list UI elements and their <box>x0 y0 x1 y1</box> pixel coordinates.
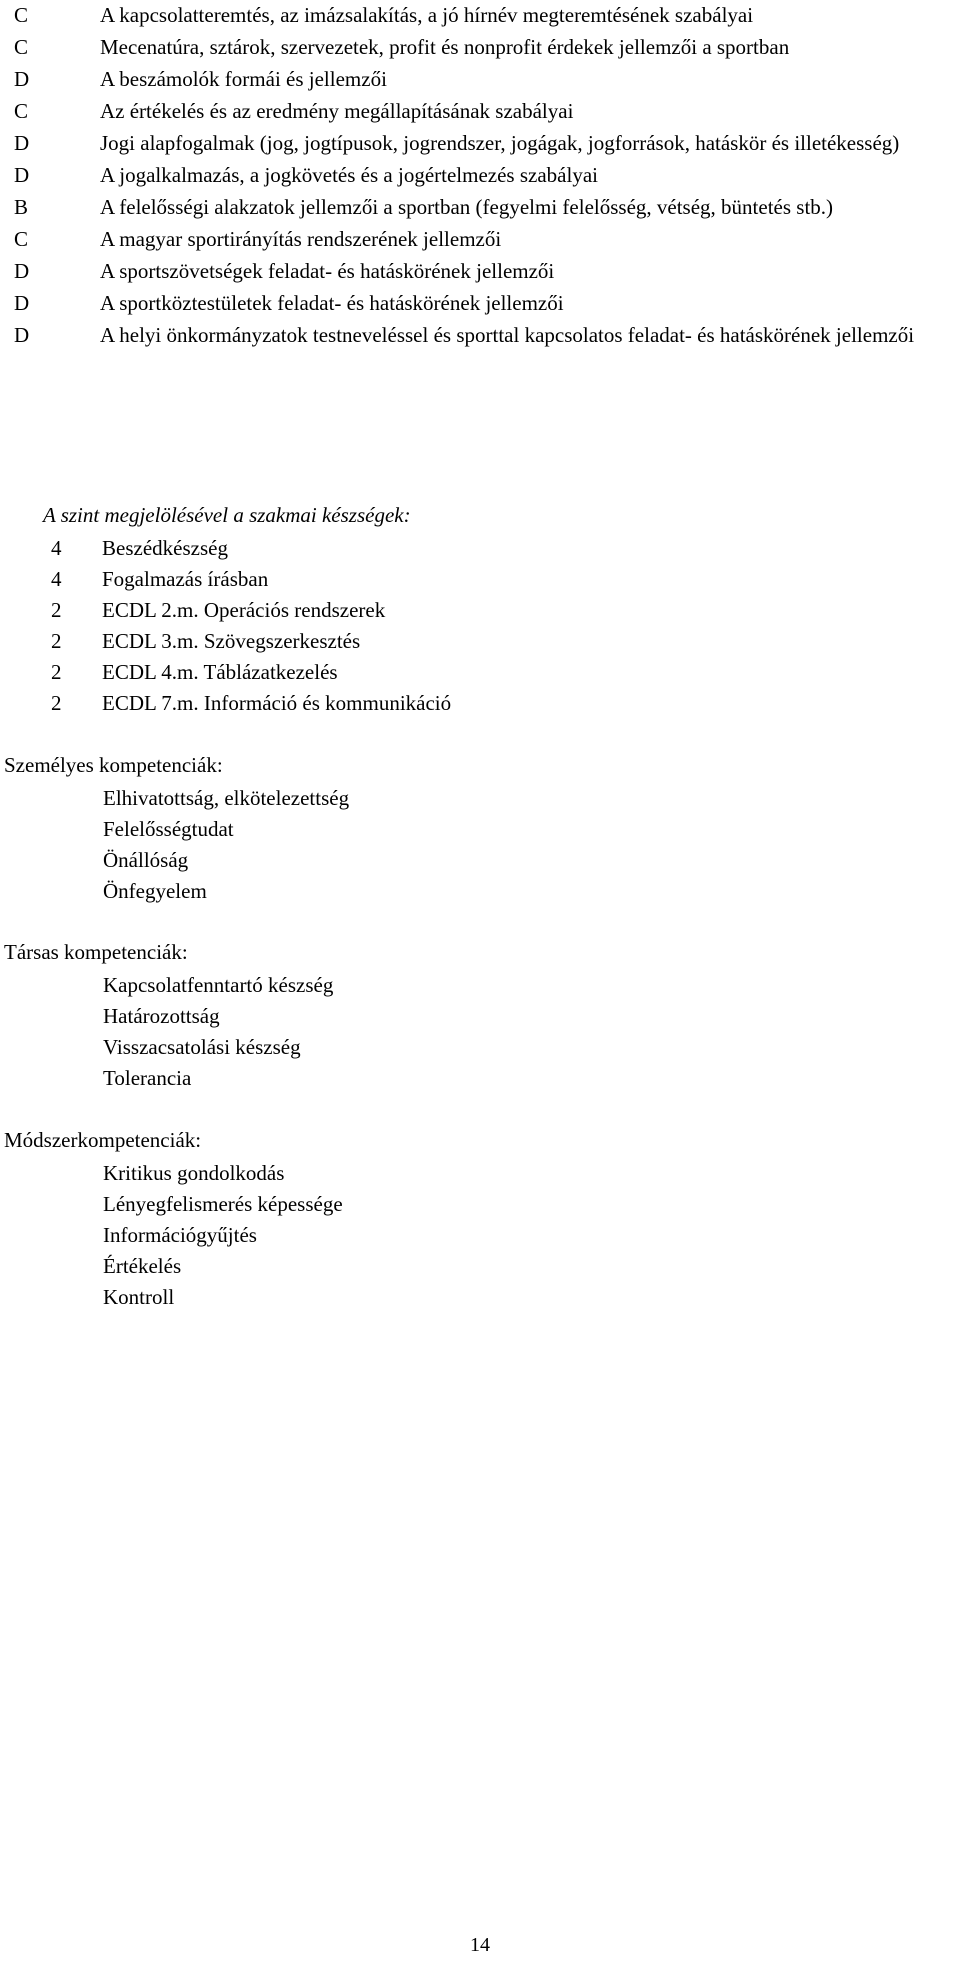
skill-row <box>43 625 943 656</box>
knowledge-level: D <box>14 67 30 91</box>
knowledge-text: Mecenatúra, sztárok, szervezetek, profit és nonprofit érdekek jellemzői a sportban <box>100 35 790 59</box>
knowledge-text: A kapcsolatteremtés, az imázsalakítás, a jó hírnév megteremtésének szabályai <box>100 3 754 27</box>
knowledge-level: C <box>14 99 29 123</box>
social-competencies-list <box>4 969 944 1093</box>
list-item: Kapcsolatfenntartó készség <box>103 972 334 997</box>
list-item: Információgyűjtés <box>103 1222 257 1247</box>
knowledge-row <box>10 0 960 30</box>
knowledge-table <box>10 0 960 352</box>
knowledge-row <box>10 64 960 94</box>
skill-row <box>43 563 943 594</box>
knowledge-level: D <box>14 163 30 187</box>
list-item: Visszacsatolási készség <box>103 1034 301 1059</box>
knowledge-row <box>10 256 960 286</box>
list-item: Felelősségtudat <box>103 816 234 841</box>
social-competencies <box>4 937 944 1093</box>
skills-section <box>43 500 943 718</box>
knowledge-text: A felelősségi alakzatok jellemzői a sportban (fegyelmi felelősség, vétség, büntetés stb.) <box>100 195 834 219</box>
knowledge-row <box>10 192 960 222</box>
knowledge-level: D <box>14 291 30 315</box>
knowledge-level: B <box>14 195 29 219</box>
skill-level: 2 <box>51 597 62 622</box>
list-item: Lényegfelismerés képessége <box>103 1191 343 1216</box>
skill-level: 2 <box>51 690 62 715</box>
knowledge-level: C <box>14 3 29 27</box>
knowledge-text: A sportköztestületek feladat- és hatáskörének jellemzői <box>100 291 564 315</box>
skill-text: ECDL 3.m. Szövegszerkesztés <box>102 628 361 653</box>
knowledge-level: D <box>14 259 30 283</box>
knowledge-text: Az értékelés és az eredmény megállapításának szabályai <box>100 99 574 123</box>
knowledge-level: C <box>14 227 29 251</box>
method-competencies-heading: Módszerkompetenciák: <box>4 1128 202 1152</box>
knowledge-text: A jogalkalmazás, a jogkövetés és a jogértelmezés szabályai <box>100 163 598 187</box>
skill-row <box>43 656 943 687</box>
skills-heading: A szint megjelölésével a szakmai készségek: <box>43 503 411 527</box>
knowledge-text: Jogi alapfogalmak (jog, jogtípusok, jogrendszer, jogágak, jogforrások, hatáskör és illetékesség) <box>100 131 900 155</box>
page-number: 14 <box>470 1934 490 1956</box>
list-item: Önfegyelem <box>103 878 207 903</box>
knowledge-row <box>10 160 960 190</box>
knowledge-row <box>10 32 960 62</box>
skill-text: Beszédkészség <box>102 535 228 560</box>
knowledge-row <box>10 128 960 158</box>
list-item: Elhivatottság, elkötelezettség <box>103 785 350 810</box>
knowledge-row <box>10 288 960 318</box>
list-item: Határozottság <box>103 1003 220 1028</box>
skill-row <box>43 687 943 718</box>
knowledge-text: A helyi önkormányzatok testneveléssel és sporttal kapcsolatos feladat- és hatáskörének jellemzői <box>100 323 915 347</box>
knowledge-level: C <box>14 35 29 59</box>
list-item: Kontroll <box>103 1284 175 1309</box>
skill-text: ECDL 4.m. Táblázatkezelés <box>102 659 338 684</box>
knowledge-text: A magyar sportirányítás rendszerének jellemzői <box>100 227 502 251</box>
list-item: Értékelés <box>103 1253 182 1278</box>
method-competencies <box>4 1125 944 1312</box>
social-competencies-heading: Társas kompetenciák: <box>4 940 188 964</box>
skill-level: 4 <box>51 566 62 591</box>
skill-level: 4 <box>51 535 62 560</box>
knowledge-text: A beszámolók formái és jellemzői <box>100 67 387 91</box>
list-item: Tolerancia <box>103 1065 192 1090</box>
skill-text: ECDL 2.m. Operációs rendszerek <box>102 597 386 622</box>
knowledge-row <box>10 320 960 350</box>
list-item: Kritikus gondolkodás <box>103 1160 285 1185</box>
knowledge-text: A sportszövetségek feladat- és hatáskörének jellemzői <box>100 259 555 283</box>
skill-level: 2 <box>51 628 62 653</box>
skill-level: 2 <box>51 659 62 684</box>
knowledge-row <box>10 224 960 254</box>
personal-competencies-list <box>4 782 944 906</box>
skill-row <box>43 532 943 563</box>
list-item: Önállóság <box>103 847 189 872</box>
knowledge-level: D <box>14 131 30 155</box>
method-competencies-list <box>4 1157 944 1312</box>
personal-competencies-heading: Személyes kompetenciák: <box>4 753 223 777</box>
knowledge-level: D <box>14 323 30 347</box>
knowledge-row <box>10 96 960 126</box>
skill-text: ECDL 7.m. Információ és kommunikáció <box>102 690 452 715</box>
personal-competencies <box>4 750 944 906</box>
skill-text: Fogalmazás írásban <box>102 566 269 591</box>
skill-row <box>43 594 943 625</box>
